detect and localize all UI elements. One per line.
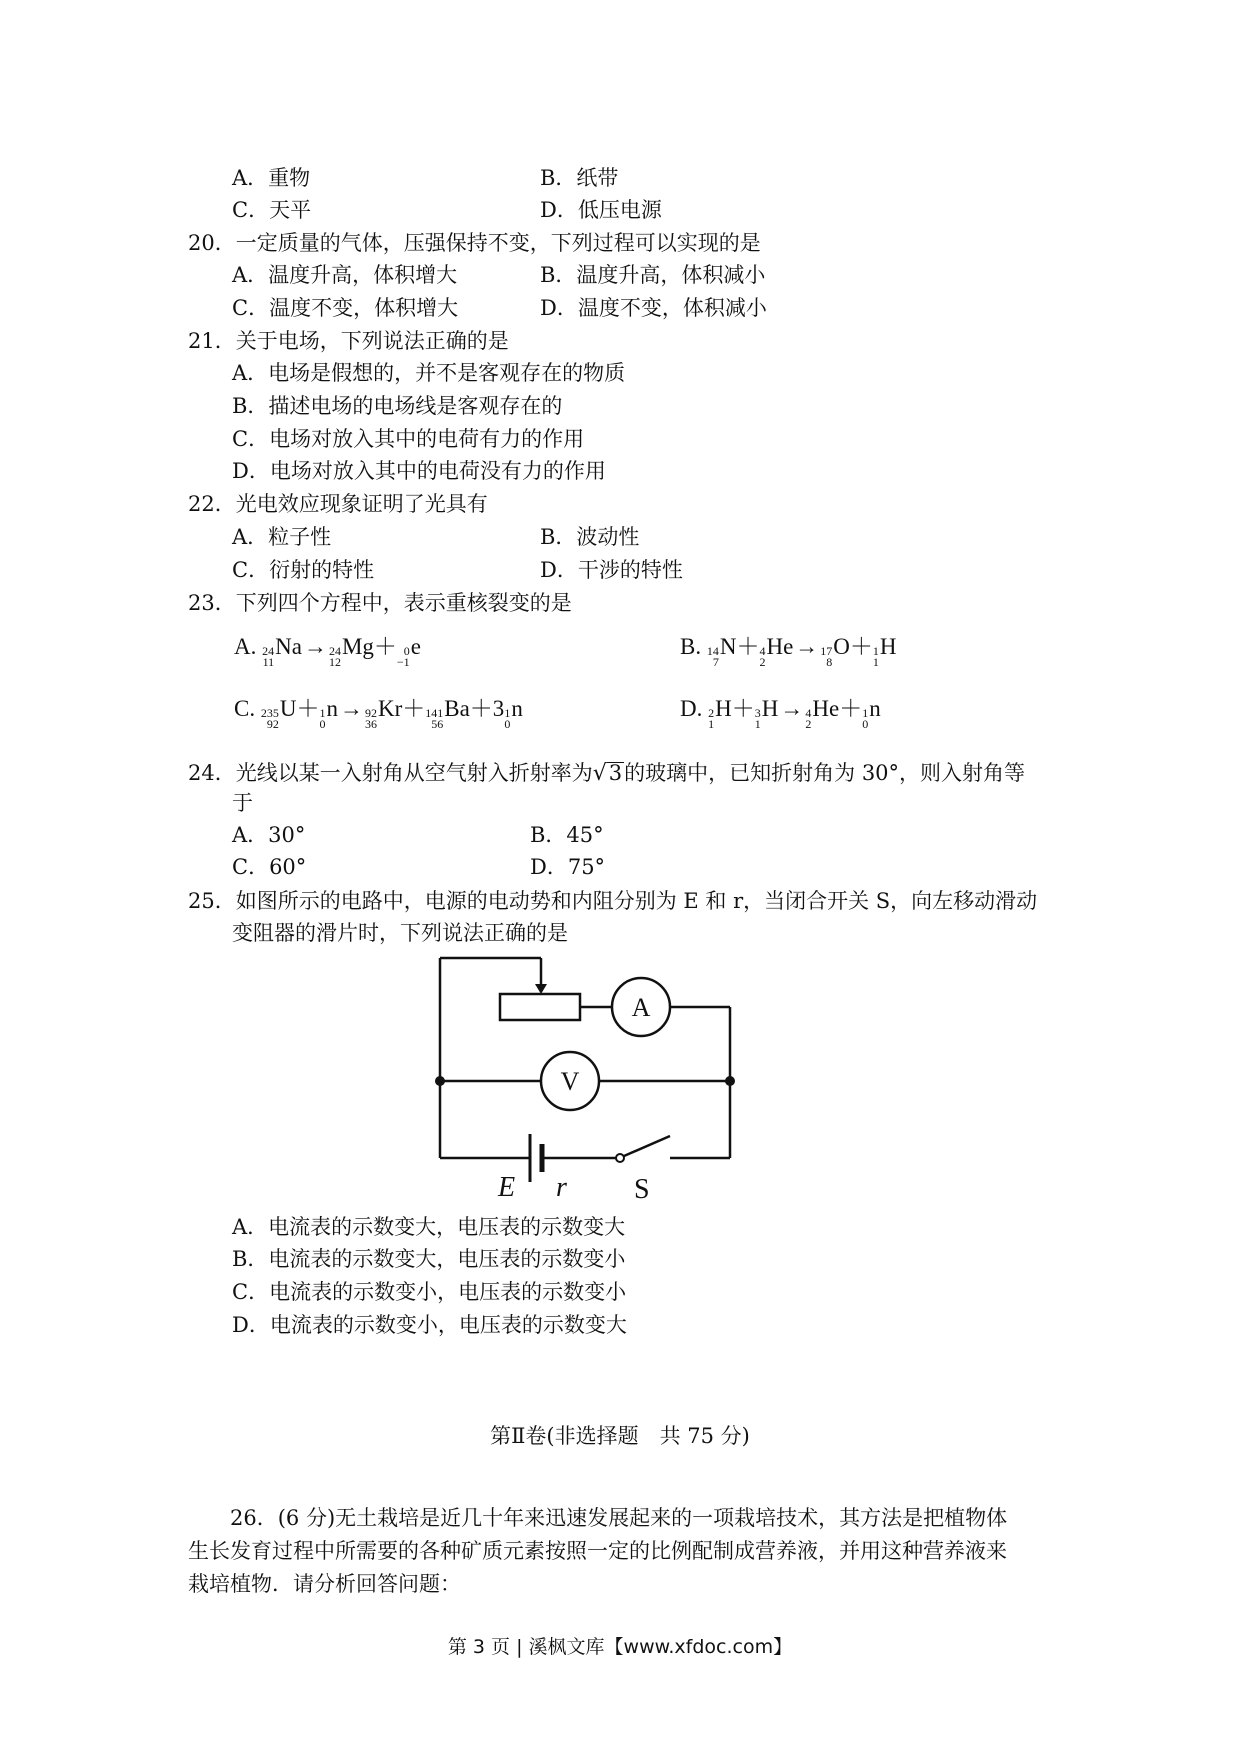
q24-option-c: C．60°: [232, 855, 307, 879]
q19-option-b: B．纸带: [540, 166, 619, 190]
q22-stem: 22．光电效应现象证明了光具有: [188, 492, 488, 516]
section-title: 第Ⅱ卷(非选择题 共 75 分): [490, 1424, 750, 1448]
q23-equation-c: C. 235 92 U＋ 1 0 n→ 92 36 Kr＋ 141 56 Ba＋3 1 0 n: [234, 696, 523, 731]
q23-stem: 23．下列四个方程中，表示重核裂变的是: [188, 591, 572, 615]
q24-option-d: D．75°: [530, 855, 606, 879]
circuit-diagram: [420, 948, 750, 1203]
q20-option-b: B．温度升高，体积减小: [540, 263, 766, 287]
q20-option-c: C．温度不变，体积增大: [232, 296, 459, 320]
q26-line-2: 生长发育过程中所需要的各种矿质元素按照一定的比例配制成营养液，并用这种营养液来: [188, 1539, 1007, 1563]
q21-stem: 21．关于电场，下列说法正确的是: [188, 329, 509, 353]
resistance-label: r: [556, 1172, 567, 1203]
q23-equation-a: A. 24 11 Na→ 24 12 Mg＋ 0 −1 e: [234, 634, 421, 669]
page-footer: 第 3 页 | 溪枫文库【www.xfdoc.com】: [447, 1636, 793, 1658]
voltmeter-label: V: [560, 1067, 580, 1096]
q24-stem: 24．光线以某一入射角从空气射入折射率为√3的玻璃中，已知折射角为 30°，则入射角等: [188, 761, 1026, 786]
q20-stem: 20．一定质量的气体，压强保持不变，下列过程可以实现的是: [188, 231, 761, 255]
q21-option-a: A．电场是假想的，并不是客观存在的物质: [232, 361, 626, 385]
q21-option-c: C．电场对放入其中的电荷有力的作用: [232, 427, 585, 451]
q25-option-c: C．电流表的示数变小，电压表的示数变小: [232, 1280, 627, 1304]
q22-option-a: A．粒子性: [232, 525, 332, 549]
q22-option-d: D．干涉的特性: [540, 558, 683, 582]
q24-option-b: B．45°: [530, 823, 604, 847]
emf-label: E: [498, 1172, 516, 1203]
slider-arrow-icon: [535, 984, 547, 994]
q19-option-d: D．低压电源: [540, 198, 662, 222]
q21-option-b: B．描述电场的电场线是客观存在的: [232, 394, 563, 418]
q24-stem-cont: 于: [232, 791, 253, 815]
ammeter-label: A: [631, 993, 651, 1022]
q26-text: [188, 1502, 1068, 1601]
q19-option-a: A．重物: [232, 166, 311, 190]
q20-option-d: D．温度不变，体积减小: [540, 296, 767, 320]
q20-option-a: A．温度升高，体积增大: [232, 263, 458, 287]
q22-option-c: C．衍射的特性: [232, 558, 375, 582]
q22-option-b: B．波动性: [540, 525, 640, 549]
q26-line-3: 栽培植物．请分析回答问题：: [188, 1572, 461, 1596]
q23-equation-b: B. 14 7 N＋ 4 2 He→ 17 8 O＋ 1 1 H: [680, 634, 897, 669]
sqrt-value: 3: [608, 761, 623, 785]
q25-stem-cont: 变阻器的滑片时，下列说法正确的是: [232, 921, 568, 945]
q25-option-d: D．电流表的示数变小，电压表的示数变大: [232, 1313, 627, 1337]
q24-option-a: A．30°: [232, 823, 306, 847]
q23-equation-d: D. 2 1 H＋ 3 1 H→ 4 2 He＋ 1 0 n: [680, 696, 881, 731]
rheostat: [500, 994, 580, 1020]
q21-option-d: D．电场对放入其中的电荷没有力的作用: [232, 459, 606, 483]
q26-line-1: 26．(6 分)无土栽培是近几十年来迅速发展起来的一项栽培技术，其方法是把植物体: [230, 1506, 1008, 1530]
q25-option-b: B．电流表的示数变大，电压表的示数变小: [232, 1247, 626, 1271]
q19-option-c: C．天平: [232, 198, 312, 222]
q25-option-a: A．电流表的示数变大，电压表的示数变大: [232, 1215, 626, 1239]
q25-stem: 25．如图所示的电路中，电源的电动势和内阻分别为 E 和 r，当闭合开关 S，向左移动滑动: [188, 889, 1038, 913]
switch-label: S: [634, 1174, 650, 1203]
